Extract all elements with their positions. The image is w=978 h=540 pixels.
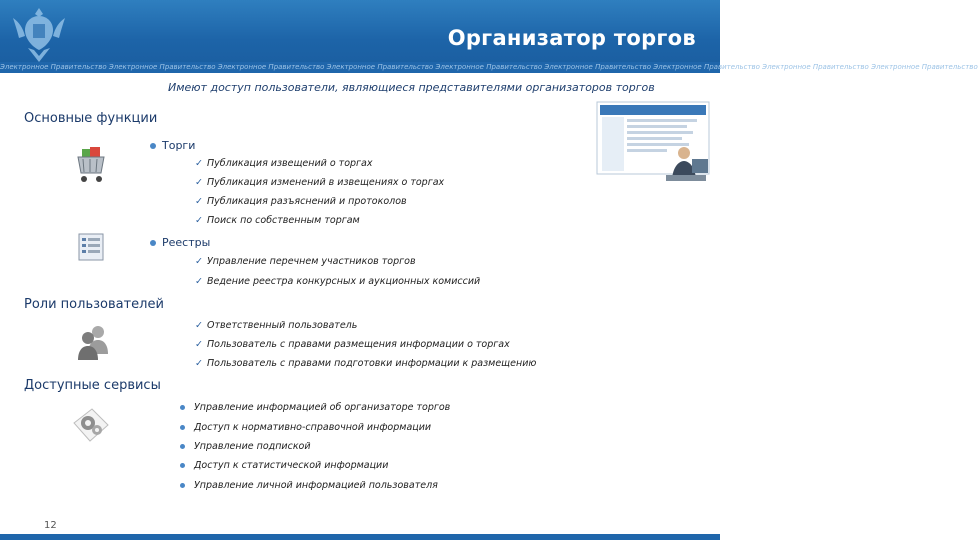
bullet-dot bbox=[180, 463, 185, 468]
role-item bbox=[195, 358, 536, 369]
check-icon: ✓ bbox=[195, 196, 203, 207]
bullet-reestry bbox=[150, 236, 210, 249]
torgi-item-text: Поиск по собственным торгам bbox=[207, 215, 360, 226]
header-pattern-strip: Электронное Правительство Электронное Правительство Электронное Правительство Электронное Правительство Электронное Правительство Электронное Правительство Электронное Правительство Электронное Правительство Электронное Правительство bbox=[0, 63, 978, 71]
check-icon: ✓ bbox=[195, 215, 203, 226]
subtitle: Имеют доступ пользователи, являющиеся представителями организаторов торгов bbox=[168, 81, 655, 94]
bullet-torgi-label: Торги bbox=[162, 139, 196, 152]
service-item bbox=[180, 402, 450, 413]
document-list-icon bbox=[78, 233, 104, 261]
footer-line bbox=[0, 534, 720, 540]
coat-of-arms-icon bbox=[8, 4, 70, 66]
check-icon: ✓ bbox=[195, 177, 203, 188]
website-screenshot bbox=[596, 101, 714, 189]
service-item bbox=[180, 480, 438, 491]
section-main-functions: Основные функции bbox=[24, 111, 158, 126]
check-icon: ✓ bbox=[195, 339, 203, 350]
torgi-item bbox=[195, 177, 444, 188]
service-item-text: Доступ к статистической информации bbox=[194, 460, 389, 471]
service-item bbox=[180, 422, 431, 433]
header-banner bbox=[0, 0, 978, 73]
role-item bbox=[195, 339, 510, 350]
bullet-reestry-label: Реестры bbox=[162, 236, 211, 249]
service-item bbox=[180, 441, 311, 452]
page-title: Организатор торгов bbox=[447, 26, 696, 50]
check-icon: ✓ bbox=[195, 158, 203, 169]
service-item-text: Доступ к нормативно-справочной информации bbox=[194, 422, 432, 433]
check-icon: ✓ bbox=[195, 276, 203, 287]
service-item-text: Управление информацией об организаторе торгов bbox=[194, 402, 451, 413]
role-item-text: Ответственный пользователь bbox=[207, 320, 358, 331]
torgi-item-text: Публикация изменений в извещениях о торгах bbox=[207, 177, 445, 188]
service-item-text: Управление личной информацией пользователя bbox=[194, 480, 438, 491]
torgi-item-text: Публикация разъяснений и протоколов bbox=[207, 196, 407, 207]
bullet-dot bbox=[150, 240, 156, 246]
gears-icon bbox=[68, 403, 112, 445]
check-icon: ✓ bbox=[195, 256, 203, 267]
role-item-text: Пользователь с правами размещения информации о торгах bbox=[207, 339, 510, 350]
reestry-item-text: Ведение реестра конкурсных и аукционных комиссий bbox=[207, 276, 481, 287]
check-icon: ✓ bbox=[195, 358, 203, 369]
bullet-dot bbox=[180, 425, 185, 430]
section-services: Доступные сервисы bbox=[24, 378, 161, 393]
section-user-roles: Роли пользователей bbox=[24, 297, 164, 312]
torgi-item bbox=[195, 158, 373, 169]
torgi-item bbox=[195, 196, 407, 207]
service-item-text: Управление подпиской bbox=[194, 441, 311, 452]
page-number: 12 bbox=[44, 520, 57, 531]
bullet-dot bbox=[150, 143, 156, 149]
torgi-item-text: Публикация извещений о торгах bbox=[207, 158, 373, 169]
users-icon bbox=[76, 322, 110, 362]
service-item bbox=[180, 460, 388, 471]
shopping-cart-icon bbox=[74, 145, 108, 185]
bullet-dot bbox=[180, 405, 185, 410]
torgi-item bbox=[195, 215, 360, 226]
bullet-dot bbox=[180, 483, 185, 488]
check-icon: ✓ bbox=[195, 320, 203, 331]
role-item-text: Пользователь с правами подготовки информации к размещению bbox=[207, 358, 537, 369]
role-item bbox=[195, 320, 357, 331]
reestry-item bbox=[195, 276, 480, 287]
reestry-item bbox=[195, 256, 416, 267]
bullet-dot bbox=[180, 444, 185, 449]
reestry-item-text: Управление перечнем участников торгов bbox=[207, 256, 416, 267]
bullet-torgi bbox=[150, 139, 195, 152]
